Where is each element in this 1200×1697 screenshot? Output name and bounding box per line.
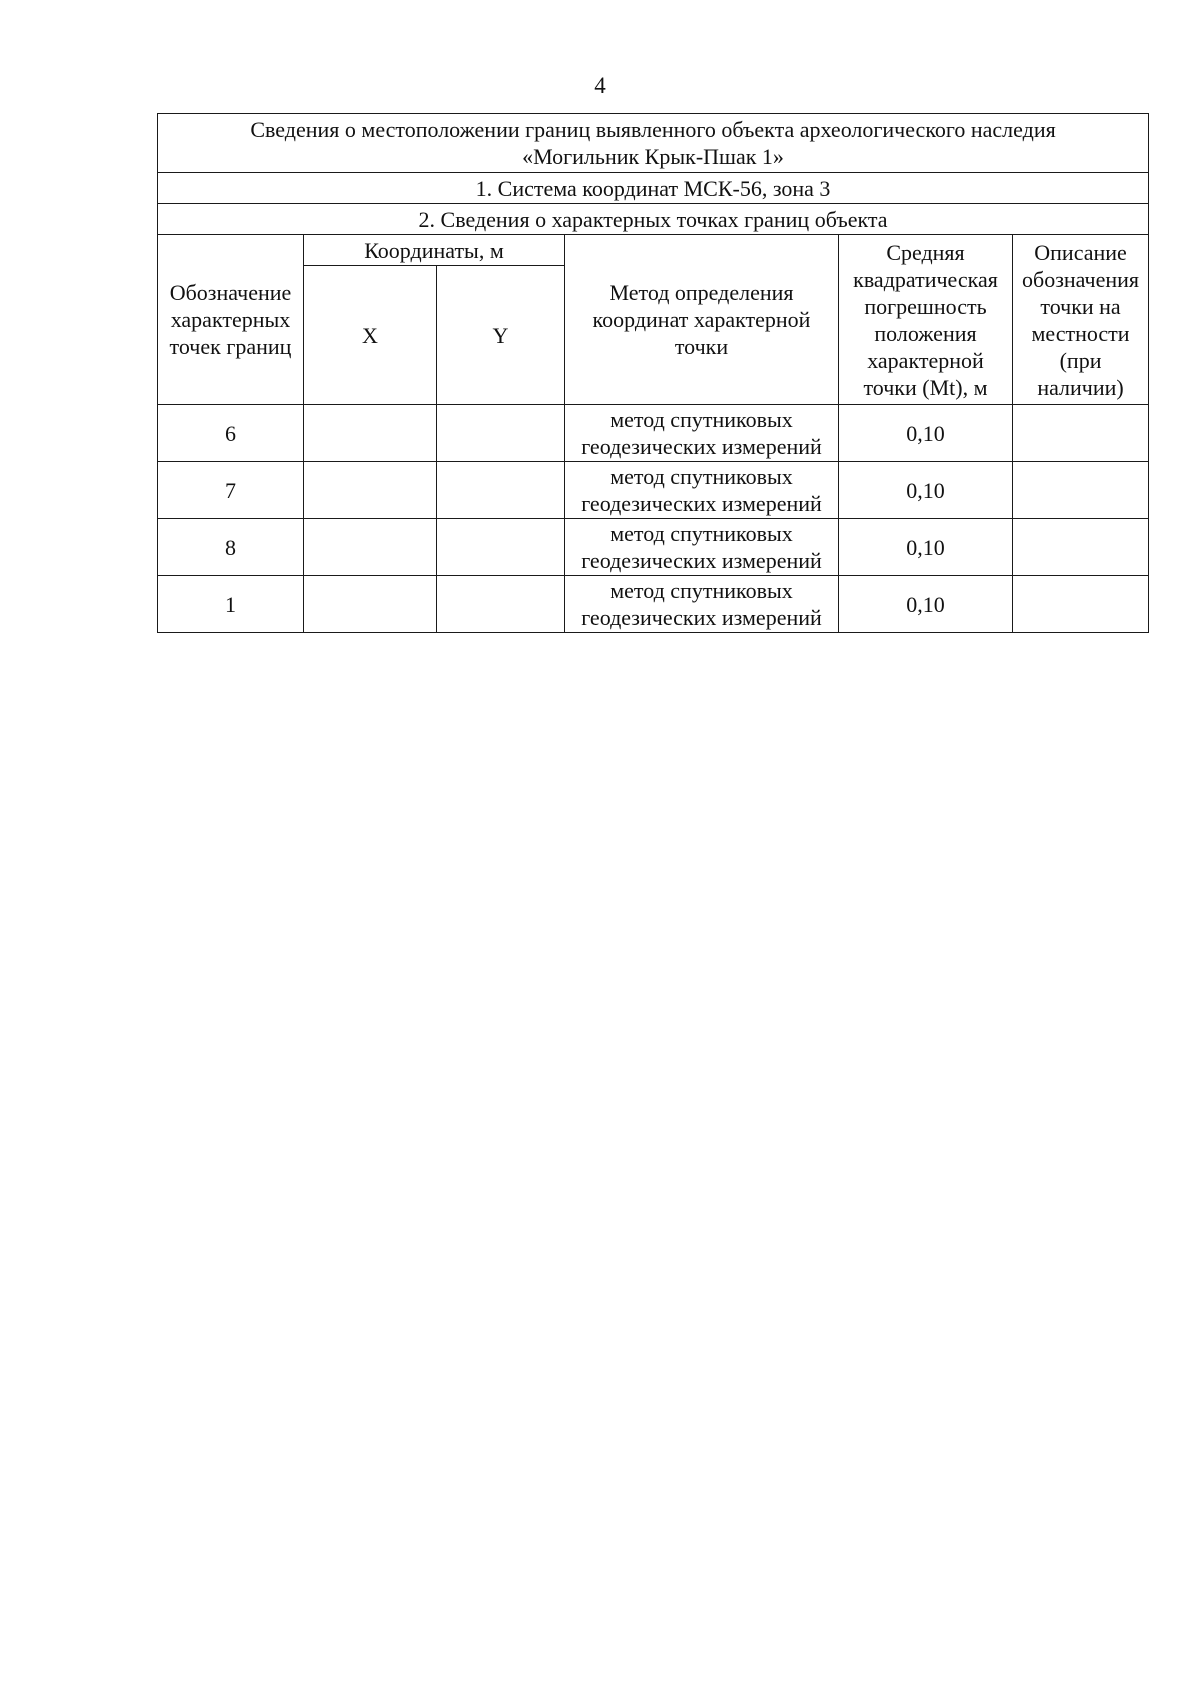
accuracy-cell: 0,10 (839, 405, 1013, 462)
point-number: 6 (158, 405, 304, 462)
point-number: 1 (158, 576, 304, 633)
characteristic-points-label: 2. Сведения о характерных точках границ объекта (158, 204, 1149, 235)
table-row (158, 519, 1149, 576)
method-cell: метод спутниковых геодезических измерений (565, 462, 839, 519)
header-point-designation: Обозначение характерных точек границ (158, 235, 304, 405)
header-accuracy: Средняя квадратическая погрешность положения характерной точки (Mt), м (839, 235, 1013, 405)
description-cell (1013, 576, 1149, 633)
coordinate-x (304, 405, 437, 462)
method-cell: метод спутниковых геодезических измерений (565, 405, 839, 462)
point-number: 8 (158, 519, 304, 576)
header-coordinates: Координаты, м (304, 235, 565, 266)
coordinate-y (437, 519, 565, 576)
coordinate-y (437, 405, 565, 462)
coordinate-system-label: 1. Система координат МСК-56, зона 3 (158, 173, 1149, 204)
description-cell (1013, 405, 1149, 462)
table-row (158, 462, 1149, 519)
method-cell: метод спутниковых геодезических измерений (565, 576, 839, 633)
coordinate-x (304, 519, 437, 576)
coordinate-y (437, 462, 565, 519)
table-title-line-2: «Могильник Крык-Пшак 1» (522, 144, 784, 169)
section-row-2 (158, 204, 1149, 235)
point-number: 7 (158, 462, 304, 519)
table-title (158, 114, 1149, 173)
description-cell (1013, 462, 1149, 519)
accuracy-cell: 0,10 (839, 462, 1013, 519)
coordinate-x (304, 576, 437, 633)
method-cell: метод спутниковых геодезических измерений (565, 519, 839, 576)
description-cell (1013, 519, 1149, 576)
table-title-line-1: Сведения о местоположении границ выявленного объекта археологического наследия (250, 117, 1056, 142)
table-title-row (158, 114, 1149, 173)
accuracy-cell: 0,10 (839, 576, 1013, 633)
page-number: 4 (594, 73, 606, 98)
boundary-points-table (157, 113, 1149, 633)
coordinate-y (437, 576, 565, 633)
header-description: Описание обозначения точки на местности (при наличии) (1013, 235, 1149, 405)
section-row-1 (158, 173, 1149, 204)
header-y: Y (437, 266, 565, 405)
header-x: X (304, 266, 437, 405)
table-row (158, 405, 1149, 462)
header-row-1 (158, 235, 1149, 266)
coordinate-x (304, 462, 437, 519)
header-method: Метод определения координат характерной точки (565, 235, 839, 405)
table-row (158, 576, 1149, 633)
accuracy-cell: 0,10 (839, 519, 1013, 576)
